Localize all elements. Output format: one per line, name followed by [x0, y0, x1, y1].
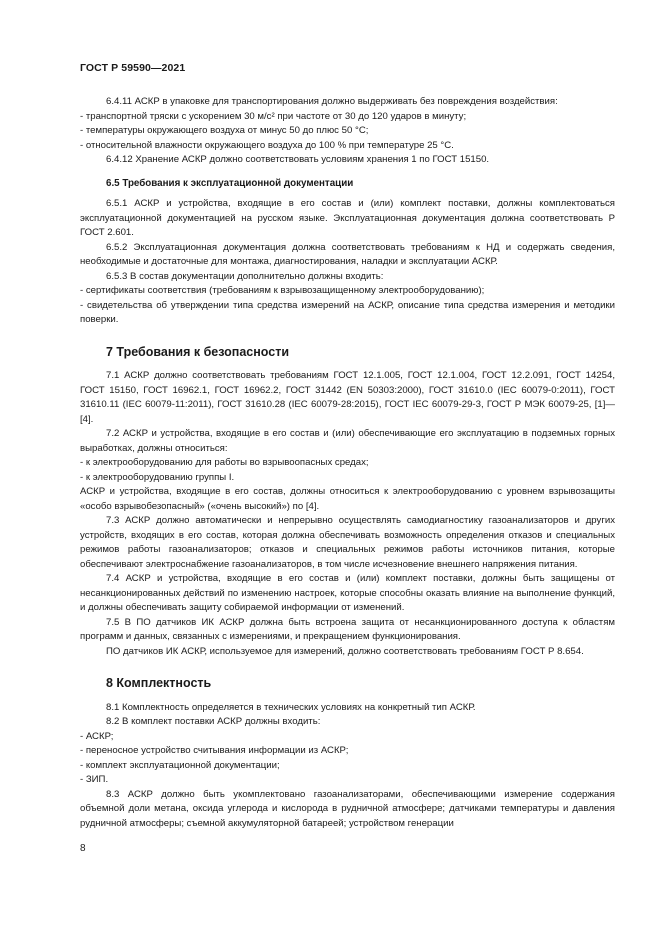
- list-item: - транспортной тряски с ускорением 30 м/с² при частоте от 30 до 120 ударов в минуту;: [80, 110, 467, 122]
- paragraph: 6.5.3 В состав документации дополнительно должны входить:: [106, 270, 384, 282]
- paragraph: 6.5.1 АСКР и устройства, входящие в его состав и (или) комплект поставки, должны комплектоваться эксплуатационной документацией на русском языке. Эксплуатационная документация должна соответствовать Р ГОСТ 2.601.: [80, 198, 615, 238]
- section-heading: 8 Комплектность: [106, 676, 212, 690]
- subsection-heading: 6.5 Требования к эксплуатационной документации: [106, 177, 354, 189]
- paragraph: 6.4.11 АСКР в упаковке для транспортирования должно выдерживать без повреждения воздействия:: [106, 96, 558, 107]
- document-body: [80, 95, 615, 831]
- page-number: 8: [80, 843, 86, 854]
- paragraph: ПО датчиков ИК АСКР, используемое для измерений, должно соответствовать требованиям ГОСТ Р 8.654.: [106, 645, 584, 657]
- paragraph: 8.2 В комплект поставки АСКР должны входить:: [106, 716, 321, 727]
- paragraph: 7.4 АСКР и устройства, входящие в его состав и (или) комплект поставки, должны быть защищены от несанкционированных действий по изменению настроек, которые способны оказать влияние на выполнение функций, и должны обеспечивать защиту собираемой информации от изменений.: [80, 573, 615, 613]
- document-header: ГОСТ Р 59590—2021: [80, 62, 186, 74]
- list-item: - относительной влажности окружающего воздуха до 100 % при температуре 25 °С.: [80, 139, 454, 151]
- list-item: - АСКР;: [80, 730, 114, 742]
- paragraph: 7.2 АСКР и устройства, входящие в его состав и (или) обеспечивающие его эксплуатацию в подземных горных выработках, должны относиться:: [80, 428, 615, 454]
- paragraph: 8.1 Комплектность определяется в технических условиях на конкретный тип АСКР.: [106, 701, 476, 713]
- list-item: - комплект эксплуатационной документации;: [80, 759, 280, 771]
- list-item: - переносное устройство считывания информации из АСКР;: [80, 745, 349, 756]
- section-heading: 7 Требования к безопасности: [106, 344, 290, 359]
- paragraph: 7.3 АСКР должно автоматически и непрерывно осуществлять самодиагностику газоанализаторов и других устройств, входящих в его состав, которая должна обеспечивать возможность определения отказов и специальных режимов работы газоанализаторов; отказов и специальных режимов работы источников питания, которые обеспечивают электроснабжение газоанализаторов, в том числе исчезновение внешнего напряжения питания.: [80, 515, 615, 570]
- paragraph: 6.4.12 Хранение АСКР должно соответствовать условиям хранения 1 по ГОСТ 15150.: [106, 154, 490, 165]
- list-item: - ЗИП.: [80, 774, 109, 785]
- list-item: - к электрооборудованию для работы во взрывоопасных средах;: [80, 457, 369, 468]
- list-item: - температуры окружающего воздуха от минус 50 до плюс 50 °С;: [80, 125, 369, 136]
- list-item: - сертификаты соответствия (требованиям к взрывозащищенному электрооборудованию);: [80, 285, 485, 296]
- list-item: - к электрооборудованию группы I.: [80, 471, 235, 483]
- paragraph: 6.5.2 Эксплуатационная документация должна соответствовать требованиям к НД и содержать сведения, необходимые и достаточные для монтажа, диагностирования, наладки и эксплуатации АСКР.: [80, 241, 615, 267]
- list-item: - свидетельства об утверждении типа средства измерений на АСКР, описание типа средства измерения и методики поверки.: [80, 299, 615, 325]
- paragraph: 7.5 В ПО датчиков ИК АСКР должна быть встроена защита от несанкционированного доступа к областям программ и данных, связанных с измерениями, и прекращением функционирования.: [80, 616, 615, 642]
- paragraph: 8.3 АСКР должно быть укомплектовано газоанализаторами, обеспечивающими измерение содержания объемной доли метана, оксида углерода и кислорода в рудничной атмосфере; датчиками температуры и давления рудничной атмосферы; съемной аккумуляторной батареей; устройством генерации: [80, 788, 615, 829]
- paragraph: АСКР и устройства, входящие в его состав, должны относиться к электрооборудованию с уровнем взрывозащиты «особо взрывобезопасный» («очень высокий») по [4].: [80, 486, 615, 512]
- paragraph: 7.1 АСКР должно соответствовать требованиям ГОСТ 12.1.005, ГОСТ 12.1.004, ГОСТ 12.2.091, ГОСТ 14254, ГОСТ 15150, ГОСТ 16962.1, ГОСТ 16962.2, ГОСТ 31442 (EN 50303:2000), ГОСТ 31610.0 (IEC 60079-0:2011), ГОСТ 31610.11 (IEC 60079-11:2011), ГОСТ 31610.28 (IEC 60079-28:2015), ГОСТ IEC 60079-29-3, ГОСТ Р МЭК 60079-25, [1]—[4].: [80, 370, 615, 425]
